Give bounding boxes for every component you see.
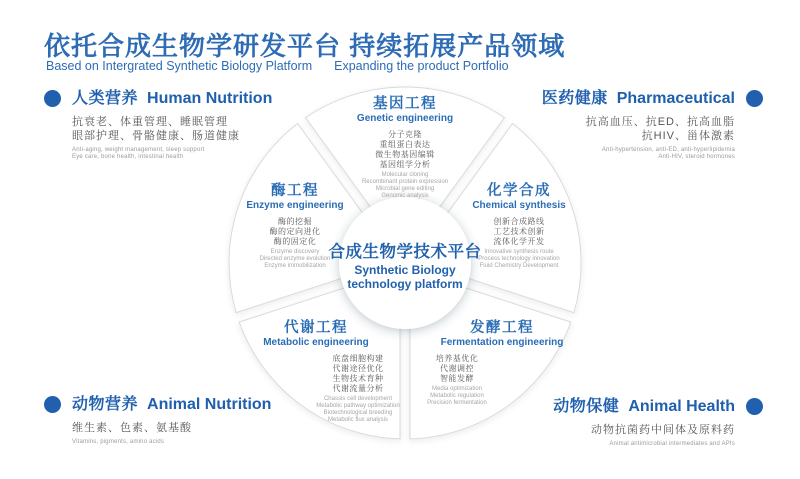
list-item: Eye care, bone health, intestinal health bbox=[72, 154, 184, 160]
list-item: Fluid Chemistry Development bbox=[479, 263, 559, 269]
list-item: 代谢调控 bbox=[440, 364, 474, 373]
section-items-zh bbox=[72, 421, 271, 435]
segment-title-en: Genetic engineering bbox=[356, 113, 454, 124]
list-item: 微生物基因编辑 bbox=[375, 150, 435, 159]
section-body bbox=[72, 395, 271, 446]
list-item: Vitamins, pigments, amino acids bbox=[72, 439, 165, 445]
section-items-en bbox=[72, 147, 272, 161]
list-item: 培养基优化 bbox=[435, 354, 479, 363]
list-item: 维生素、色素、氨基酸 bbox=[72, 422, 192, 434]
section-pharmaceutical bbox=[542, 89, 763, 161]
segment-title-zh: 化学合成 bbox=[487, 183, 551, 199]
list-item: 代谢流量分析 bbox=[332, 384, 384, 393]
subtitle-part2: Expanding the product Portfolio bbox=[334, 59, 509, 73]
platform-center-label bbox=[295, 243, 515, 291]
section-body bbox=[553, 397, 735, 448]
segment-title-en: Chemical synthesis bbox=[472, 200, 566, 211]
segment-title-en: Metabolic engineering bbox=[263, 337, 369, 348]
segment-fermentation-engineering-items bbox=[387, 349, 527, 407]
segment-items-zh bbox=[387, 354, 527, 384]
section-body bbox=[72, 89, 272, 161]
list-item: Enzyme immobilization bbox=[264, 263, 326, 269]
list-item: 代谢途径优化 bbox=[332, 364, 384, 373]
list-item: 重组蛋白表达 bbox=[379, 140, 431, 149]
section-title bbox=[542, 89, 735, 108]
section-items-en bbox=[72, 439, 271, 446]
list-item: Recombinant protein expression bbox=[361, 179, 449, 185]
list-item: Precision fermentation bbox=[427, 400, 487, 406]
platform-title-zh: 合成生物学技术平台 bbox=[328, 243, 482, 261]
section-human-nutrition bbox=[44, 89, 272, 161]
list-item: 酶的挖掘 bbox=[278, 217, 312, 226]
list-item: 抗衰老、体重管理、睡眠管理 bbox=[72, 116, 228, 128]
list-item: 创新合成路线 bbox=[493, 217, 545, 226]
list-item: Metabolic regulation bbox=[430, 393, 484, 399]
list-item: Anti-hypertension, anti-ED, anti-hyperlipidemia bbox=[601, 147, 735, 153]
segment-fermentation-engineering-title bbox=[412, 320, 592, 349]
section-title-zh: 动物保健 bbox=[553, 398, 620, 415]
list-item: Chassis cell development bbox=[323, 396, 393, 402]
section-items-en bbox=[542, 147, 735, 161]
list-item: 抗HIV、甾体激素 bbox=[641, 130, 735, 142]
section-items-zh bbox=[553, 423, 735, 437]
section-title-zh: 医药健康 bbox=[541, 90, 608, 107]
section-title bbox=[72, 89, 272, 108]
section-title-en: Human Nutrition bbox=[147, 90, 273, 107]
list-item: Anti-HIV, steroid hormones bbox=[658, 154, 735, 160]
section-title bbox=[72, 395, 271, 414]
list-item: Media optimization bbox=[431, 386, 483, 392]
list-item: Metabolic flux analysis bbox=[327, 417, 389, 423]
list-item: 动物抗菌药中间体及原料药 bbox=[591, 424, 735, 436]
list-item: 分子克隆 bbox=[388, 130, 422, 139]
segment-title-zh: 代谢工程 bbox=[284, 320, 348, 336]
section-title bbox=[553, 397, 735, 416]
bullet-icon bbox=[746, 398, 763, 415]
bullet-icon bbox=[44, 396, 61, 413]
list-item: 生物技术育种 bbox=[332, 374, 384, 383]
section-body bbox=[542, 89, 735, 161]
section-items-zh bbox=[542, 115, 735, 143]
list-item: 基因组学分析 bbox=[379, 160, 431, 169]
platform-title-en-line1: Synthetic Biology bbox=[354, 263, 456, 277]
segment-title-zh: 发酵工程 bbox=[470, 320, 534, 336]
section-title-en: Pharmaceutical bbox=[616, 90, 735, 107]
list-item: 酶的固定化 bbox=[273, 237, 317, 246]
list-item: Innovative synthesis route bbox=[484, 249, 554, 255]
list-item: Directed enzyme evolution bbox=[259, 256, 331, 262]
list-item: Biotechnological breeding bbox=[323, 410, 393, 416]
section-items-zh bbox=[72, 115, 272, 143]
platform-title-en bbox=[295, 264, 515, 291]
segment-metabolic-engineering-title bbox=[226, 320, 406, 349]
segment-items-zh bbox=[305, 130, 505, 170]
section-title-en: Animal Nutrition bbox=[147, 396, 272, 413]
list-item: Process technology innovation bbox=[478, 256, 560, 262]
section-animal-nutrition bbox=[44, 395, 271, 446]
segment-items-en bbox=[387, 386, 527, 407]
segment-title-en: Fermentation engineering bbox=[440, 337, 564, 348]
subtitle-part1: Based on Intergrated Synthetic Biology Platform bbox=[46, 59, 313, 73]
list-item: Molecular cloning bbox=[381, 172, 429, 178]
list-item: 眼部护理、骨骼健康、肠道健康 bbox=[72, 130, 240, 142]
section-title-zh: 人类营养 bbox=[72, 90, 139, 107]
page-title: 依托合成生物学研发平台 持续拓展产品领域 bbox=[44, 31, 566, 61]
list-item: 底盘细胞构建 bbox=[332, 354, 384, 363]
list-item: 流体化学开发 bbox=[493, 237, 545, 246]
list-item: Animal antimicrobial intermediates and APIs bbox=[609, 441, 735, 447]
bullet-icon bbox=[44, 90, 61, 107]
list-item: Metabolic pathway optimization bbox=[316, 403, 400, 409]
bullet-icon bbox=[746, 90, 763, 107]
section-items-en bbox=[553, 441, 735, 448]
list-item: 智能发酵 bbox=[440, 374, 474, 383]
list-item: 抗高血压、抗ED、抗高血脂 bbox=[585, 116, 735, 128]
list-item: 工艺技术创新 bbox=[493, 227, 545, 236]
section-animal-health bbox=[553, 397, 763, 448]
list-item: Anti-aging, weight management, sleep support bbox=[72, 147, 205, 153]
platform-title-en-line2: technology platform bbox=[347, 276, 463, 291]
segment-title-en: Enzyme engineering bbox=[246, 200, 344, 211]
list-item: 酶的定向进化 bbox=[269, 227, 321, 236]
section-title-zh: 动物营养 bbox=[72, 396, 139, 413]
segment-title-zh: 基因工程 bbox=[373, 96, 437, 112]
section-title-en: Animal Health bbox=[628, 398, 735, 415]
list-item: Microbial gene editing bbox=[375, 186, 435, 192]
segment-title-zh: 酶工程 bbox=[271, 183, 319, 199]
list-item: Enzyme discovery bbox=[270, 249, 320, 255]
list-item: Genomic analysis bbox=[381, 193, 429, 199]
